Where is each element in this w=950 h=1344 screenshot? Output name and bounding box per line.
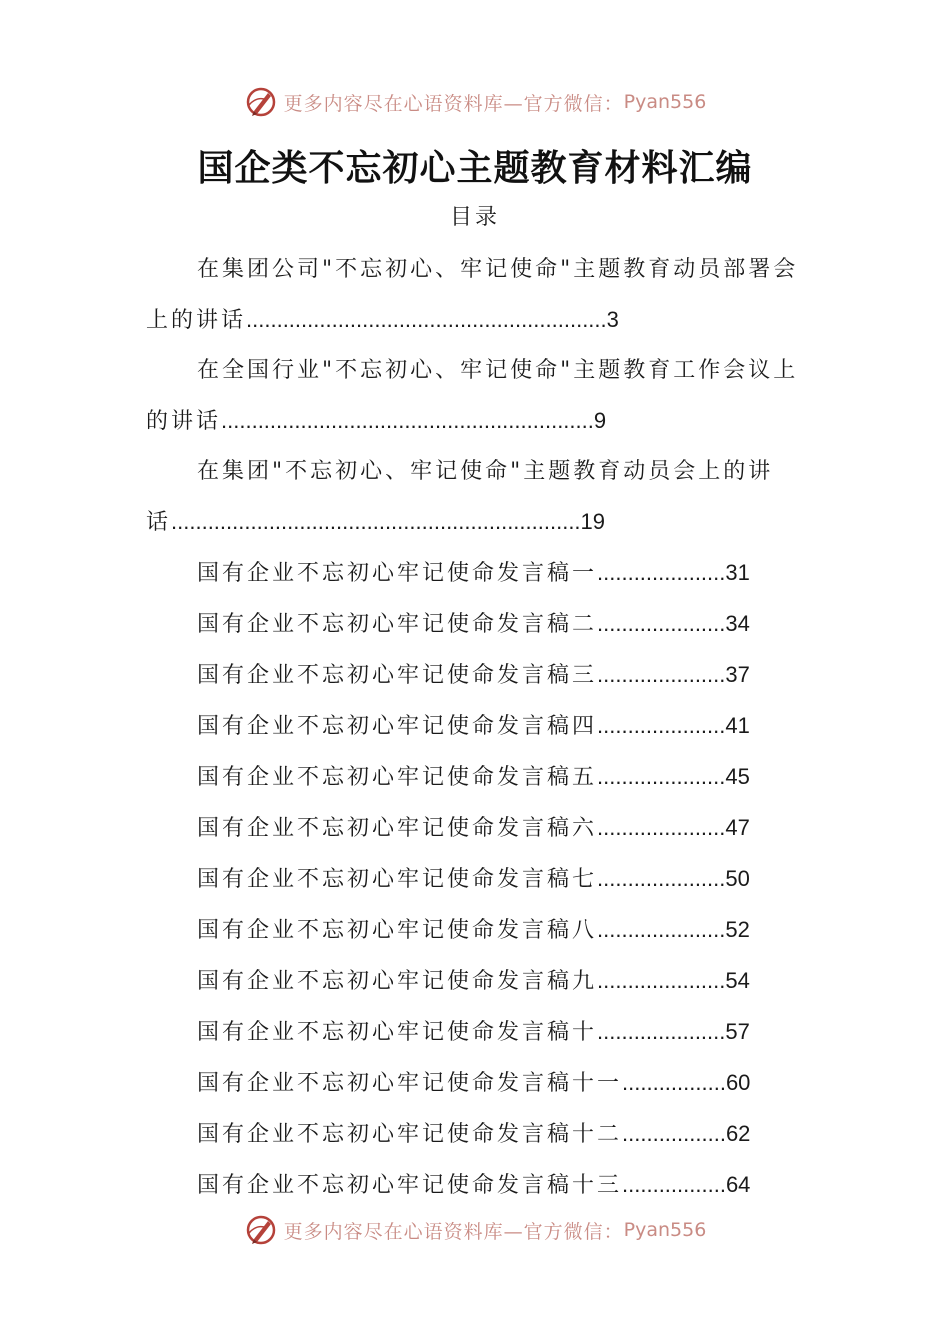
pen-logo-icon [244, 85, 278, 119]
pen-logo-icon [244, 1213, 278, 1247]
footer-watermark-banner [0, 1210, 950, 1250]
toc-page-number: 50 [725, 866, 750, 891]
banner-wechat-id: Pyan556 [623, 1219, 707, 1241]
toc-entry[interactable] [146, 650, 811, 701]
toc-leader-dots: ..................... [597, 560, 726, 585]
toc-entry-title-line1: 在集团"不忘初心、牢记使命"主题教育动员会上的讲 [197, 459, 774, 484]
toc-page-number: 47 [725, 815, 750, 840]
toc-entry-title: 国有企业不忘初心牢记使命发言稿六 [197, 816, 598, 841]
header-watermark-banner [0, 82, 950, 122]
toc-entry-title: 国有企业不忘初心牢记使命发言稿十三 [197, 1173, 623, 1198]
toc-page-number: 37 [725, 662, 750, 687]
toc-leader-dots: ..................... [597, 917, 726, 942]
toc-entry[interactable] [146, 701, 811, 752]
toc-entry[interactable] [146, 1109, 811, 1160]
toc-entry-title: 国有企业不忘初心牢记使命发言稿七 [197, 867, 598, 892]
toc-page-number: 34 [725, 611, 750, 636]
toc-entry-title-text: 的讲话 [146, 409, 222, 434]
toc-leader-dots: ............................................................. [221, 408, 594, 433]
toc-leader-dots: ..................... [597, 968, 726, 993]
toc-leader-dots: ..................... [597, 611, 726, 636]
toc-entry[interactable] [146, 346, 811, 447]
toc-entry-title: 国有企业不忘初心牢记使命发言稿三 [197, 663, 598, 688]
toc-leader-dots: ..................... [597, 662, 726, 687]
toc-page-number: 52 [725, 917, 750, 942]
toc-leader-dots: ..................... [597, 713, 726, 738]
toc-entry-title-text: 上的讲话 [146, 308, 247, 333]
toc-entry[interactable] [146, 1058, 811, 1109]
toc-entry[interactable] [146, 447, 811, 548]
document-title: 国企类不忘初心主题教育材料汇编 [197, 147, 753, 189]
toc-page-number: 54 [725, 968, 750, 993]
toc-entry-title: 国有企业不忘初心牢记使命发言稿十 [197, 1020, 598, 1045]
toc-page-number: 41 [725, 713, 750, 738]
toc-entry-title: 国有企业不忘初心牢记使命发言稿九 [197, 969, 598, 994]
toc-entry[interactable] [146, 854, 811, 905]
toc-page-number: 9 [593, 408, 607, 433]
toc-entry-title: 国有企业不忘初心牢记使命发言稿二 [197, 612, 598, 637]
toc-entry-title-line1: 在全国行业"不忘初心、牢记使命"主题教育工作会议上 [197, 358, 799, 383]
toc-entry[interactable] [146, 599, 811, 650]
toc-entry-title: 国有企业不忘初心牢记使命发言稿四 [197, 714, 598, 739]
banner-text: 更多内容尽在心语资料库—官方微信： [283, 92, 624, 115]
toc-entry-title-text: 话 [146, 510, 172, 535]
toc-heading: 目录 [449, 205, 500, 230]
table-of-contents [146, 245, 811, 1211]
toc-leader-dots: ........................................................... [246, 307, 607, 332]
toc-entry-title-line2 [146, 295, 811, 346]
toc-leader-dots: ................. [622, 1121, 726, 1146]
toc-entry[interactable] [146, 956, 811, 1007]
toc-entry[interactable] [146, 1160, 811, 1211]
toc-page-number: 31 [725, 560, 750, 585]
toc-leader-dots: ................. [622, 1172, 726, 1197]
toc-page-number: 45 [725, 764, 750, 789]
banner-text: 更多内容尽在心语资料库—官方微信： [283, 1220, 624, 1243]
toc-entry-title-line2 [146, 497, 811, 548]
toc-entry-title: 国有企业不忘初心牢记使命发言稿十一 [197, 1071, 623, 1096]
toc-page-number: 3 [606, 307, 619, 332]
toc-entry[interactable] [146, 1007, 811, 1058]
banner-wechat-id: Pyan556 [623, 91, 707, 113]
toc-leader-dots: ..................... [597, 815, 726, 840]
toc-leader-dots: ..................... [597, 866, 726, 891]
toc-entry[interactable] [146, 905, 811, 956]
toc-entry-title-line2 [146, 396, 811, 447]
toc-page-number: 62 [725, 1121, 751, 1146]
toc-leader-dots: ................................................................... [171, 509, 581, 534]
toc-entry-title: 国有企业不忘初心牢记使命发言稿五 [197, 765, 598, 790]
toc-entry-title-line1: 在集团公司"不忘初心、牢记使命"主题教育动员部署会 [197, 257, 799, 282]
toc-page-number: 19 [580, 509, 606, 534]
toc-leader-dots: ..................... [597, 1019, 726, 1044]
toc-leader-dots: ................. [622, 1070, 726, 1095]
toc-entry[interactable] [146, 752, 811, 803]
toc-entry[interactable] [146, 803, 811, 854]
toc-page-number: 64 [725, 1172, 751, 1197]
toc-entry-title: 国有企业不忘初心牢记使命发言稿一 [197, 561, 598, 586]
toc-entry[interactable] [146, 245, 811, 346]
toc-page-number: 57 [725, 1019, 750, 1044]
toc-page-number: 60 [725, 1070, 751, 1095]
toc-entry-title: 国有企业不忘初心牢记使命发言稿十二 [197, 1122, 623, 1147]
toc-entry[interactable] [146, 548, 811, 599]
toc-leader-dots: ..................... [597, 764, 726, 789]
toc-entry-title: 国有企业不忘初心牢记使命发言稿八 [197, 918, 598, 943]
